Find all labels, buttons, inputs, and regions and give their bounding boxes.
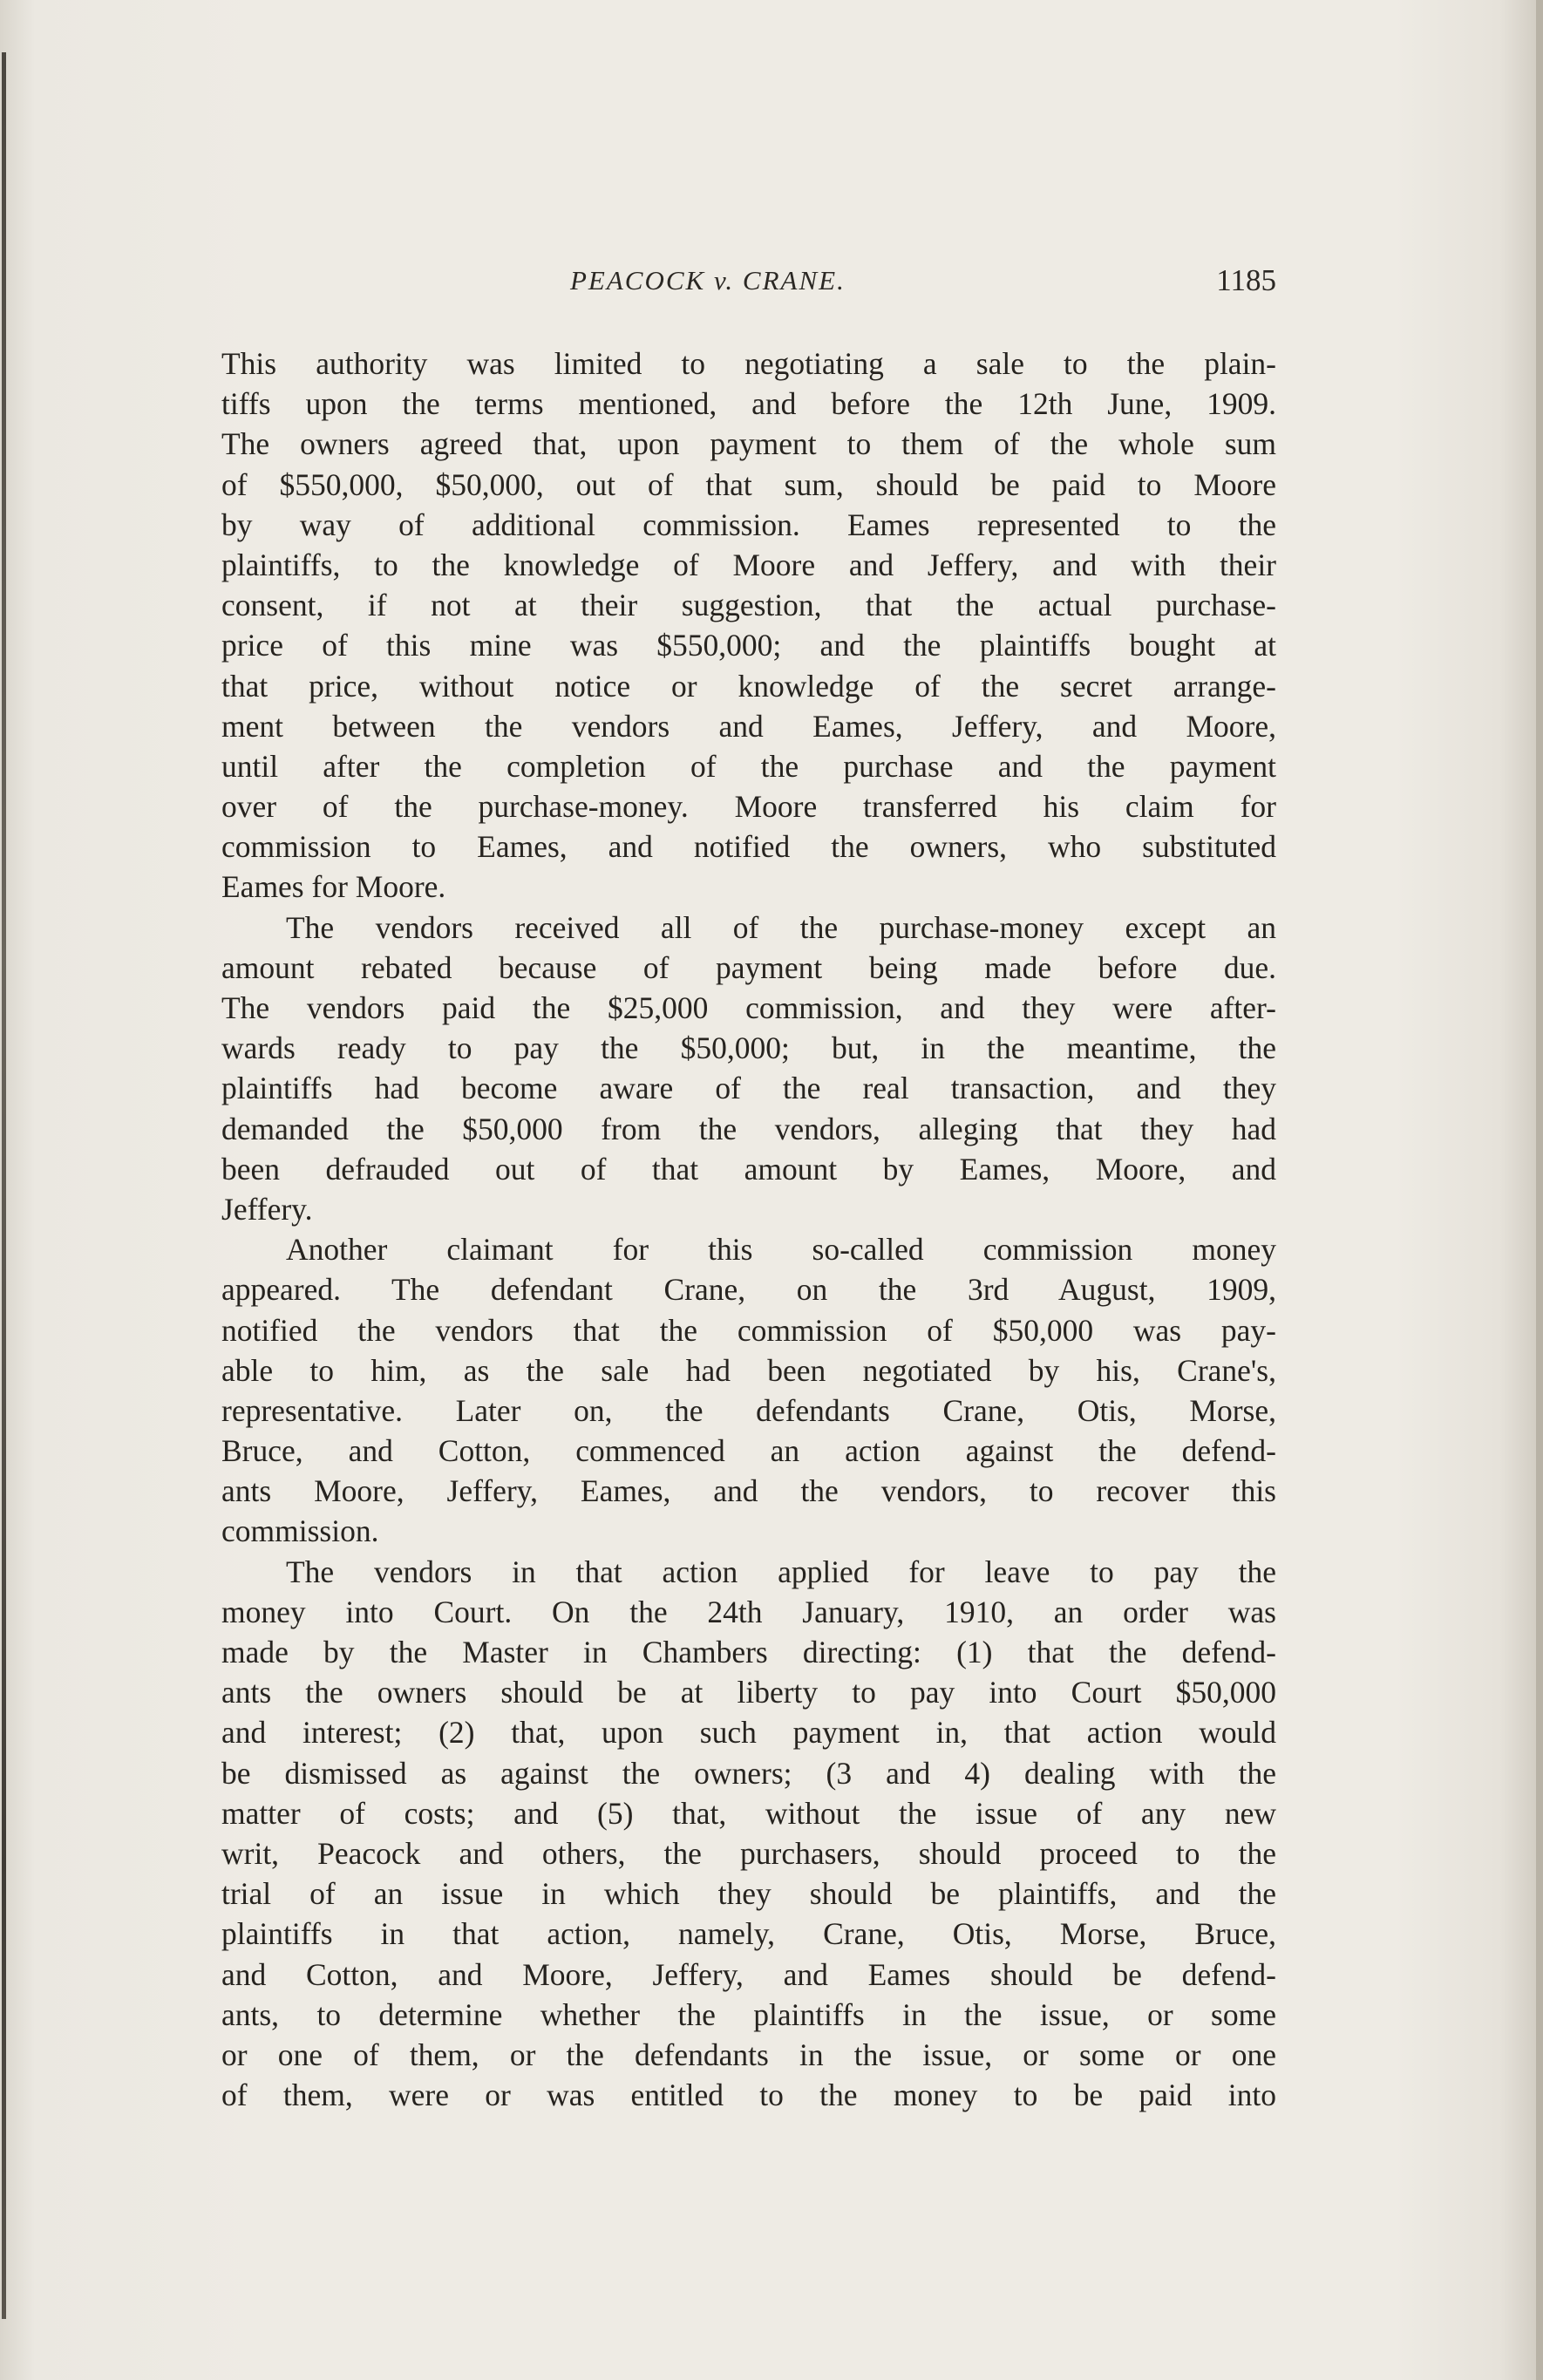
body-text <box>221 343 1276 2115</box>
text-line: Eames for Moore. <box>221 869 446 905</box>
text-line: Bruce, and Cotton, commenced an action against the defend- <box>221 1433 1276 1469</box>
text-line: over of the purchase-money. Moore transferred his claim for <box>221 789 1276 825</box>
text-line: by way of additional commission. Eames represented to the <box>221 507 1276 542</box>
text-line: notified the vendors that the commission of $50,000 was pay- <box>221 1312 1276 1348</box>
text-line: and interest; (2) that, upon such payment in, that action would <box>221 1715 1276 1751</box>
text-line: plaintiffs, to the knowledge of Moore and Jeffery, and with their <box>221 547 1276 582</box>
text-line: trial of an issue in which they should be plaintiffs, and the <box>221 1876 1276 1912</box>
paragraph <box>221 908 1276 1230</box>
text-line: writ, Peacock and others, the purchasers, should proceed to the <box>221 1835 1276 1871</box>
text-line: or one of them, or the defendants in the issue, or some or one <box>221 2037 1276 2072</box>
text-line: demanded the $50,000 from the vendors, alleging that they had <box>221 1111 1276 1146</box>
text-line: Another claimant for this so-called commission money <box>286 1232 1276 1268</box>
text-line: representative. Later on, the defendants Crane, Otis, Morse, <box>221 1392 1276 1428</box>
text-line: made by the Master in Chambers directing: (1) that the defend- <box>221 1635 1276 1669</box>
running-head: PEACOCK v. CRANE. <box>570 265 846 296</box>
paragraph <box>221 1229 1276 1552</box>
page-header <box>221 265 1276 309</box>
text-line: ants Moore, Jeffery, Eames, and the vendors, to recover this <box>221 1473 1276 1509</box>
text-line: Jeffery. <box>221 1191 313 1227</box>
text-line: been defrauded out of that amount by Eames, Moore, and <box>221 1151 1276 1187</box>
text-line: ants the owners should be at liberty to pay into Court $50,000 <box>221 1675 1276 1710</box>
text-line: ment between the vendors and Eames, Jeffery, and Moore, <box>221 708 1276 744</box>
page-edge <box>1536 0 1543 2380</box>
text-line: appeared. The defendant Crane, on the 3rd August, 1909, <box>221 1272 1276 1308</box>
paragraph <box>221 343 1276 908</box>
text-line: The vendors paid the $25,000 commission, and they were after- <box>221 990 1276 1025</box>
text-line: and Cotton, and Moore, Jeffery, and Eames should be defend- <box>221 1956 1276 1992</box>
text-line: commission to Eames, and notified the owners, who substituted <box>221 829 1276 865</box>
text-line: The owners agreed that, upon payment to them of the whole sum <box>221 426 1276 462</box>
page-number: 1185 <box>1216 263 1276 297</box>
text-line: price of this mine was $550,000; and the plaintiffs bought at <box>221 628 1276 663</box>
text-line: plaintiffs in that action, namely, Crane, Otis, Morse, Bruce, <box>221 1916 1276 1952</box>
text-line: amount rebated because of payment being made before due. <box>221 949 1276 985</box>
text-line: wards ready to pay the $50,000; but, in the meantime, the <box>221 1030 1276 1066</box>
text-line: The vendors received all of the purchase-money except an <box>286 909 1276 945</box>
text-line: tiffs upon the terms mentioned, and before the 12th June, 1909. <box>221 386 1276 422</box>
text-line: plaintiffs had become aware of the real transaction, and they <box>221 1071 1276 1106</box>
paragraph <box>221 1552 1276 2116</box>
text-line: until after the completion of the purchase and the payment <box>221 748 1276 784</box>
text-line: money into Court. On the 24th January, 1910, an order was <box>221 1594 1276 1629</box>
text-line: The vendors in that action applied for leave to pay the <box>286 1554 1276 1589</box>
text-line: be dismissed as against the owners; (3 and 4) dealing with the <box>221 1755 1276 1791</box>
text-line: This authority was limited to negotiating a sale to the plain- <box>221 346 1276 381</box>
text-line: able to him, as the sale had been negotiated by his, Crane's, <box>221 1352 1276 1388</box>
text-line: commission. <box>221 1513 379 1549</box>
text-line: of $550,000, $50,000, out of that sum, should be paid to Moore <box>221 466 1276 502</box>
binding-gutter-shadow <box>2 52 6 2319</box>
text-line: consent, if not at their suggestion, that the actual purchase- <box>221 588 1276 623</box>
text-line: matter of costs; and (5) that, without the issue of any new <box>221 1795 1276 1831</box>
text-line: of them, were or was entitled to the money to be paid into <box>221 2077 1276 2113</box>
text-line: ants, to determine whether the plaintiffs in the issue, or some <box>221 1996 1276 2032</box>
text-line: that price, without notice or knowledge of the secret arrange- <box>221 668 1276 704</box>
